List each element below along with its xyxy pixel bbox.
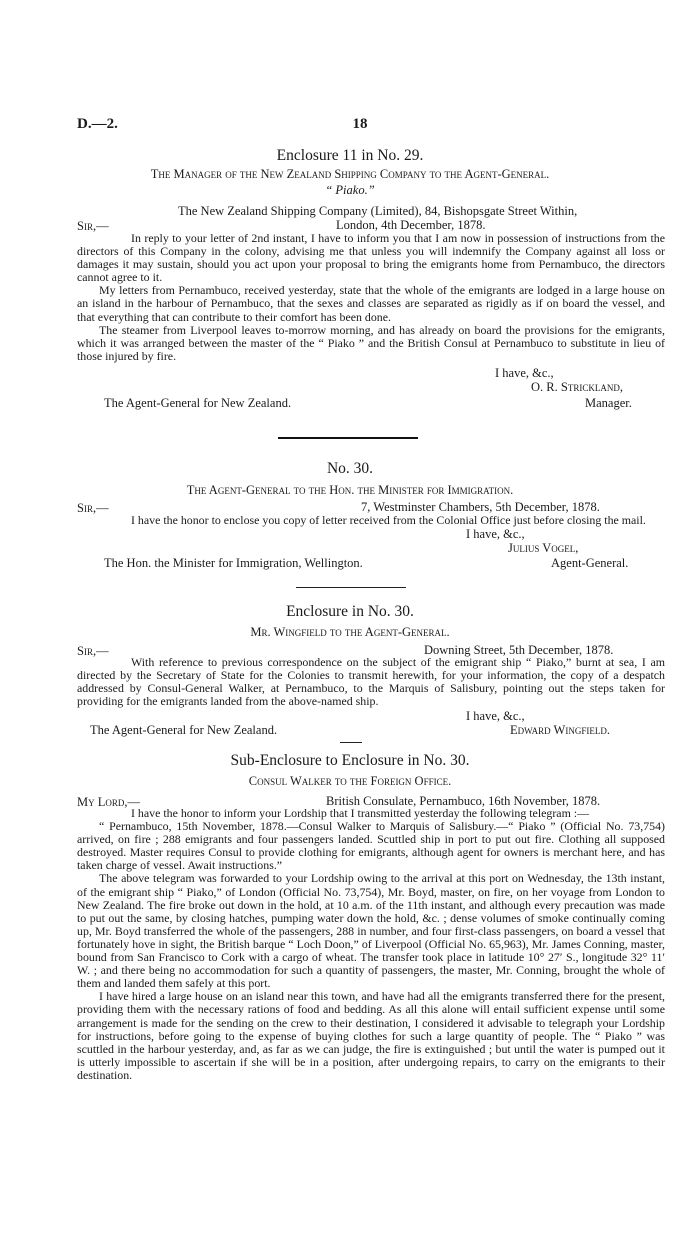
enclosure-11-salutation: Sir,— (77, 219, 109, 233)
no-30-signature: Julius Vogel, (508, 541, 579, 555)
section-divider (296, 587, 406, 588)
enclosure-11-closing: I have, &c., (495, 366, 554, 380)
no-30-salutation: Sir,— (77, 501, 109, 515)
sub-enclosure-paragraph: I have hired a large house on an island near this town, and have had all the emigrants transferred there for the present, providing them with the necessary rations of food and bedding. As all this alone will entail sufficient expense until some arrangement is made for the sending on the crew to their destination, I considered it advisable to telegraph your Lordship for instructions, before going to the expense of buying clothes for such a large quantity of people. The “ Piako ” was scuttled in the harbour yesterday, and, as far as we can judge, the fire is extinguished ; but until the water is pumped out it is utterly impossible to ascertain if she will be in a position, after undergoing repairs, to carry on the emigrants to their destination. (77, 989, 665, 1082)
sub-enclosure-body (77, 807, 665, 1082)
no-30-body (77, 514, 665, 527)
enclosure-11-body (77, 232, 665, 363)
section-divider (340, 742, 362, 743)
no-30-addressee: The Hon. the Minister for Immigration, Wellington. (104, 556, 363, 570)
sub-enclosure-subtitle: Consul Walker to the Foreign Office. (248, 774, 452, 788)
enclosure-30-salutation: Sir,— (77, 644, 109, 658)
enclosure-11-signature: O. R. Strickland, (531, 380, 623, 394)
no-30-address: 7, Westminster Chambers, 5th December, 1878. (361, 500, 600, 514)
no-30-subtitle: The Agent-General to the Hon. the Minister for Immigration. (186, 483, 514, 497)
enclosure-11-subtitle: The Manager of the New Zealand Shipping Company to the Agent-General. (150, 167, 550, 181)
section-divider (278, 437, 418, 439)
enclosure-30-addressee: The Agent-General for New Zealand. (90, 723, 278, 737)
sub-enclosure-paragraph: I have the honor to inform your Lordship that I transmitted yesterday the following telegram :— (131, 806, 590, 820)
enclosure-11-paragraph: In reply to your letter of 2nd instant, I have to inform you that I am now in possession of instructions from the directors of this Company in the colony, advising me that unless you will indemnify the Company against all loss or damages it may sustain, should you act upon your proposal to bring the emigrants home from Pernambuco, the directors cannot agree to it. (77, 231, 665, 285)
enclosure-30-paragraph: With reference to previous correspondence on the subject of the emigrant ship “ Piako,” burnt at sea, I am directed by the Secretary of State for the Colonies to transmit herewith, for your information, the copy of a despatch addressed by Consul-General Walker, at Pernambuco, to the Marquis of Salisbury, pointing out the steps taken for providing for the emigrants landed from the above-named ship. (77, 655, 665, 709)
enclosure-11-title: Enclosure 11 in No. 29. (276, 147, 424, 164)
sub-enclosure-paragraph: The above telegram was forwarded to your Lordship owing to the arrival at this port on Wednesday, the 13th instant, of the emigrant ship “ Piako,” of London (Official No. 73,754), Mr. Boyd, master, on fire, on her voyage from London to New Zealand. The fire broke out down in the hold, at 10 a.m. of the 11th instant, and although every precaution was made to put out the same, by closing hatches, pumping water down the hold, &c. ; dense volumes of smoke continually coming up, Mr. Boyd transferred the whole of the passengers, 288 in number, and four first-class passengers, on board a vessel that fortunately hove in sight, the British barque “ Loch Doon,” of Liverpool (Official No. 65,963), Mr. James Conning, master, bound from San Francisco to Cork with a cargo of wheat. The transfer took place in latitude 10° 27′ S., longitude 32° 11′ W. ; and there being no accommodation for such a quantity of passengers, the master, Mr. Conning, brought the whole of them and landed them safely at this port. (77, 871, 665, 991)
no-30-paragraph: I have the honor to enclose you copy of letter received from the Colonial Office just before closing the mail. (131, 513, 646, 527)
enclosure-11-position: Manager. (585, 396, 632, 410)
sub-enclosure-paragraph: “ Pernambuco, 15th November, 1878.—Consul Walker to Marquis of Salisbury.—“ Piako ” (Official No. 73,754) arrived, on fire ; 288 emigrants and four passengers landed. Scuttled ship in port to put out fire. Clothing all supposed destroyed. Master requires Consul to provide clothing for emigrants, although agent for owners is merchant here, and has taken charge of vessel. Await instructions.” (77, 819, 665, 873)
section-code: D.—2. (77, 116, 118, 132)
page-number: 18 (352, 116, 368, 132)
enclosure-30-body (77, 656, 665, 708)
no-30-closing: I have, &c., (466, 527, 525, 541)
enclosure-11-address-line-1: The New Zealand Shipping Company (Limited), 84, Bishopsgate Street Within, (178, 204, 578, 218)
enclosure-30-title: Enclosure in No. 30. (286, 603, 414, 620)
enclosure-30-signature: Edward Wingfield. (510, 723, 610, 737)
enclosure-11-paragraph: The steamer from Liverpool leaves to-morrow morning, and has already on board the provisions for the emigrants, which it was arranged between the master of the “ Piako ” and the British Consul at Pernambuco to substitute in lieu of those injured by fire. (77, 322, 665, 363)
sub-enclosure-salutation: My Lord,— (77, 795, 141, 809)
enclosure-30-subtitle: Mr. Wingfield to the Agent-General. (250, 625, 450, 639)
sub-enclosure-title: Sub-Enclosure to Enclosure in No. 30. (230, 752, 470, 769)
no-30-title: No. 30. (326, 460, 374, 477)
enclosure-11-address-line-2: London, 4th December, 1878. (336, 218, 486, 232)
sub-enclosure-address: British Consulate, Pernambuco, 16th November, 1878. (326, 794, 601, 808)
enclosure-11-addressee: The Agent-General for New Zealand. (104, 396, 292, 410)
no-30-position: Agent-General. (551, 556, 629, 570)
enclosure-30-closing: I have, &c., (466, 709, 525, 723)
enclosure-30-address: Downing Street, 5th December, 1878. (424, 643, 614, 657)
enclosure-11-ship-name: “ Piako.” (325, 183, 375, 197)
enclosure-11-paragraph: My letters from Pernambuco, received yesterday, state that the whole of the emigrants are lodged in a large house on an island in the harbour of Pernambuco, that the sexes and classes are separated as rigidly as if on board the vessel, and that everything that can contribute to their comfort has been done. (77, 283, 665, 324)
